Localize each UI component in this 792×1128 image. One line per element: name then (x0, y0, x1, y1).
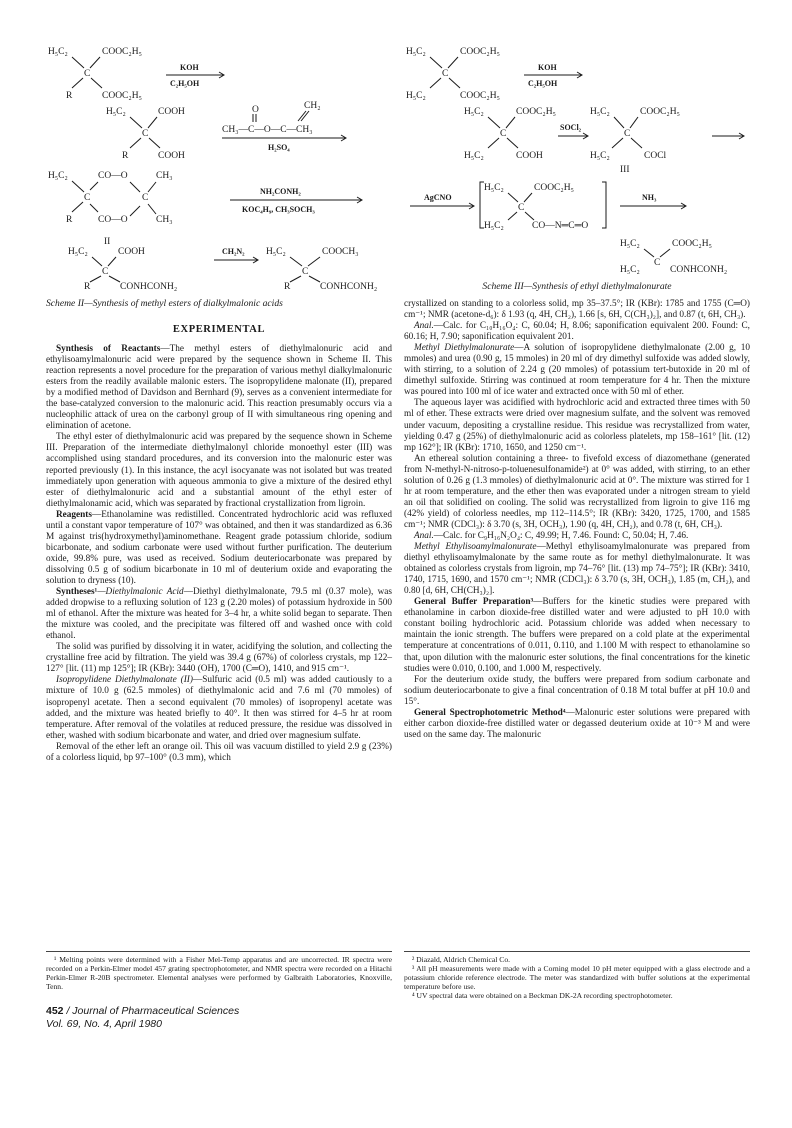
s2-r3-reagent-top: NH₂CONH₂ (260, 187, 301, 196)
s3-r4-ester: COOC₂H₅ (672, 239, 712, 249)
s3-r1-reagent-bottom: C₂H₅OH (528, 79, 558, 88)
paragraph (404, 531, 750, 542)
paragraph (404, 454, 750, 531)
paragraph-text: —A solution of isopropylidene diethylmalonate (2.00 g, 10 mmoles) and urea (0.90 g, 15 mmoles) in 20 ml of dry dimethyl sulfoxide was added slowly, with stirring, to a solution of 2.24 g (20 mmoles) of potassium tert-butoxide in 20 ml of dimethyl sulfoxide. Stirring was continued at room temperature for 4 hr. Then the mixture was poured into 100 ml of ice water and extracted once with 50 ml of ether. (404, 343, 750, 398)
page-folio: 452 / Journal of Pharmaceutical Sciences Vol. 69, No. 4, April 1980 (46, 1005, 240, 1030)
footnote: ³ All pH measurements were made with a Corning model 10 pH meter equipped with a glass electrode and a potassium chloride reference electrode. The meter was standardized with buffer solutions at the experimental temperature before use. (404, 963, 750, 991)
s3-r2-product-carbon: C (624, 129, 631, 139)
paragraph (404, 597, 750, 674)
paragraph (404, 675, 750, 708)
scheme-3-caption: Scheme III—Synthesis of ethyl diethylmalonurate (482, 281, 672, 292)
paragraph-text: —Calc. for C₁₀H₁₆O₄: C, 60.04; H, 8.06; saponification equivalent 200. Found: C, 60.16; H, 7.90; saponification equivalent 201. (404, 321, 750, 343)
s3-r3-reagent2: NH₃ (642, 193, 657, 202)
paragraph (46, 344, 392, 432)
paragraph-text: —Diethyl diethylmalonate, 79.5 ml (0.37 mole), was added dropwise to a refluxing solution of 123 g (2.20 moles) of potassium hydroxide in 500 ml of ethanol. After the mixture was heated for 3–4 hr, a white solid began to separate. Then the mixture was cooled, and the precipitate was filtered off and washed once with cold ethanol. (46, 587, 392, 642)
s3-compound-iii-label: III (620, 165, 630, 175)
s2-r4-ethyl: H₅C₂ (68, 247, 88, 257)
s2-compound-ii-label: II (104, 237, 111, 247)
scheme-2-caption: Scheme II—Synthesis of methyl esters of dialkylmalonic acids (46, 298, 283, 309)
paragraph-text: —Methyl ethylisoamylmalonurate was prepared from diethyl ethylisoamylmalonate by the same route as for methyl diethylmalonurate. It was obtained as colorless crystals from ligroin, mp 74–76° [lit. (13) mp 74–75°]; IR (KBr): 3410, 1740, 1715, 1690, and 1570 cm⁻¹; NMR (CDCl₃): δ 3.70 (s, 3H, OCH₃), 1.85 (m, CH₂), and 0.80 [d, 6H, CH(CH₃)₂]. (404, 542, 750, 597)
s2-r2-ethyl: H₅C₂ (106, 107, 126, 117)
s2-r2-acid-catalyst: H₂SO₄ (268, 143, 290, 152)
s2-r1-carbon: C (84, 69, 91, 79)
s3-r1-ethyl-bottom: H₅C₂ (406, 91, 426, 101)
s3-r2-ethyl-bottom: H₅C₂ (464, 151, 484, 161)
page-number: 452 (46, 1005, 64, 1017)
s3-r1-reagent-top: KOH (538, 63, 557, 72)
s2-r3-r-group: R (66, 215, 73, 225)
paragraph-text: The solid was purified by dissolving it in water, acidifying the solution, and collecting the crystalline free acid by filtration. The yield was 39.4 g (67%) of colorless crystals, mp 122–127° [lit. (11) mp 125°]; IR (KBr): 3440 (OH), 1700 (C═O), 1410, and 915 cm⁻¹. (46, 642, 392, 675)
s3-r4-ethyl-bottom: H₅C₂ (620, 265, 640, 275)
s3-r1-ester-bottom: COOC₂H₅ (460, 91, 500, 101)
scheme-2-drawing (46, 44, 392, 284)
s2-r1-ester-bottom: COOC₂H₅ (102, 91, 142, 101)
paragraph (46, 432, 392, 509)
s2-r3-ring-bottom: CO—O (98, 215, 128, 225)
s3-r1-ethyl-top: H₅C₂ (406, 47, 426, 57)
s3-r3-carbon: C (518, 203, 525, 213)
paragraph-lead: Reagents (56, 509, 92, 520)
paragraph-subhead: Anal. (414, 530, 434, 541)
journal-issue: Vol. 69, No. 4, April 1980 (46, 1018, 162, 1030)
footnote: ⁴ UV spectral data were obtained on a Beckman DK-2A recording spectrophotometer. (412, 990, 673, 1000)
s3-r3-ester: COOC₂H₅ (534, 183, 574, 193)
paragraph-lead: Synthesis of Reactants (56, 344, 161, 354)
s2-r2-acid-top: COOH (158, 107, 185, 117)
s2-r2-acid-bottom: COOH (158, 151, 185, 161)
s2-r4-product-ureide: CONHCONH₂ (320, 282, 378, 292)
s3-r3-reagent: AgCNO (424, 193, 452, 202)
paragraph (46, 510, 392, 587)
s2-r3-carbon: C (84, 193, 91, 203)
s2-r4-product-carbon: C (302, 267, 309, 277)
paragraph-text: The aqueous layer was acidified with hydrochloric acid and extracted three times with 50 ml of ether. These extracts were dried over magnesium sulfate, and the solvent was removed under vacuum, depositing a crystalline residue. This residue was recrystallized from water, yielding 0.47 g (25%) of diethylmalonuric acid as colorless platelets, mp 158–161° [lit. (12) mp 162°]; IR (KBr): 1710, 1650, and 1250 cm⁻¹. (404, 398, 750, 453)
paragraph (46, 587, 392, 642)
paragraph-text: —Ethanolamine was redistilled. Concentrated hydrochloric acid was refluxed until a constant vapor temperature of 107° was obtained, and then it was standardized as 6.36 M against tris(hydroxymethyl)aminomethane. Reagent grade potassium chloride, sodium bicarbonate, and sodium carbonate were used without further purification. The deuterium oxide, 99.8% pure, was used as received. Sodium deuteriocarbonate was prepared by dissolving 0.5 g of sodium bicarbonate in 10 ml of deuterium oxide and evaporating the solution to dryness (10). (46, 509, 392, 586)
paragraph-lead: General Spectrophotometric Method⁴ (414, 707, 566, 718)
s2-r4-acid: COOH (118, 247, 145, 257)
paragraph-text: For the deuterium oxide study, the buffers were prepared from sodium carbonate and sodium deuteriocarbonate to give a final concentration of 0.18 M total buffer at pH 10.0 and 15°. (404, 674, 750, 707)
s2-r3-ethyl: H₅C₂ (48, 171, 68, 181)
s2-r4-ureide: CONHCONH₂ (120, 282, 178, 292)
paragraph-text: —Buffers for the kinetic studies were prepared with ethanolamine in carbon dioxide-free distilled water and were adjusted to pH 10.0 with constant boiling hydrochloric acid. Potassium chloride was added when necessary to maintain the ionic strength. The buffers were prepared on a cold plate at the experimental temperature at concentrations of 0.011, 0.110, and 1.100 M with respect to ethanolamine so that, upon dilution with the malonuric ester solutions, the final concentrations for the kinetic studies were 0.010, 0.100, and 1.000 M, respectively. (404, 597, 750, 674)
scheme-2 (46, 44, 392, 310)
s2-r1-ethyl: H₅C₂ (48, 47, 68, 57)
paragraph (46, 742, 392, 764)
s2-r2-carbon: C (142, 129, 149, 139)
left-body-text (46, 344, 392, 764)
s3-r3-isocyanate: CO—N═C═O (532, 221, 589, 231)
s3-r2-product-acyl-chloride: COCl (644, 151, 667, 161)
paragraph-text: crystallized on standing to a colorless solid, mp 35–37.5°; IR (KBr): 1785 and 1755 (C═O) cm⁻¹; NMR (acetone-d₆): δ 1.93 (q, 4H, CH₂), 1.66 [s, 6H, C(CH₃)₂], and 0.87 (t, 6H, CH₃). (404, 299, 750, 321)
paragraph (404, 343, 750, 398)
s3-r2-carbon: C (500, 129, 507, 139)
paragraph-subhead: —Diethylmalonic Acid (97, 587, 184, 598)
s3-r4-ethyl-top: H₅C₂ (620, 239, 640, 249)
s2-r3-ring-carbon: C (142, 193, 149, 203)
left-footnotes (46, 951, 392, 992)
footnote: ¹ Melting points were determined with a Fisher Mel-Temp apparatus and are uncorrected. IR spectra were recorded on a Perkin-Elmer model 457 grating spectrophotometer, and NMR spectra were recorded on a Hitachi Perkin-Elmer R-20B spectrometer. Elemental analyses were performed by Galbraith Laboratories, Knoxville, Tenn. (46, 955, 392, 991)
s2-r4-product-r-group: R (284, 282, 291, 292)
s3-r2-acid: COOH (516, 151, 543, 161)
left-column (46, 44, 392, 991)
s2-r3-methyl-top: CH₃ (156, 171, 173, 181)
s2-r3-ring-top: CO—O (98, 171, 128, 181)
s2-r1-reagent-bottom: C₂H₅OH (170, 79, 200, 88)
s2-r4-product-ester: COOCH₃ (322, 247, 359, 257)
paragraph-subhead: Anal. (414, 321, 434, 332)
s3-r2-reagent: SOCl₂ (560, 123, 582, 132)
s2-r2-r-group: R (122, 151, 129, 161)
s2-r3-reagent-bottom: KOC₄H₉, CH₃SOCH₃ (242, 205, 315, 214)
paragraph (404, 398, 750, 453)
paragraph (46, 675, 392, 741)
s2-r2-acetate-ch2: CH₂ (304, 101, 321, 111)
paragraph-lead: Syntheses¹ (56, 587, 98, 598)
s3-r4-carbon: C (654, 258, 661, 266)
s2-r4-reagent: CH₂N₂ (222, 247, 245, 256)
paragraph (404, 299, 750, 321)
paragraph (46, 642, 392, 675)
s3-r2-ester: COOC₂H₅ (516, 107, 556, 117)
paragraph-text: —The methyl esters of diethylmalonuric acid and ethylisoamylmalonuric acid were prepared by the sequence shown in Scheme II. This reaction represents a novel procedure for the preparation of various methyl dialkylmalonuric esters from the readily available malonic esters. The isopropylidene malonate (II), prepared by a modified method of Davidson and Bernhard (9), serves as a convenient intermediate for the base-catalyzed conversion to the malonuric acid. This reaction presumably occurs via a nucleophilic attack of urea on the carbonyl group of II with simultaneous ring opening and elimination of acetone. (46, 344, 392, 432)
s2-r1-reagent-top: KOH (180, 63, 199, 72)
s2-r4-r-group: R (84, 282, 91, 292)
paragraph (404, 708, 750, 741)
paragraph-subhead: Methyl Ethylisoamylmalonurate (414, 542, 537, 553)
s3-r2-ethyl-top: H₅C₂ (464, 107, 484, 117)
s3-r3-ethyl-top: H₅C₂ (484, 183, 504, 193)
paragraph-subhead: Methyl Diethylmalonurate (414, 343, 515, 354)
paragraph-text: An ethereal solution containing a three- to fivefold excess of diazomethane (generated from N-methyl-N-nitroso-p-toluenesulfonamide²) at 0° was added, with stirring, to an ether solution of 0.26 g (1.3 mmoles) of diethylmalonuric acid at 0°. The mixture was stirred for 1 hr at room temperature, and the ether then was evaporated under a nitrogen stream to yield an oil that solidified on cooling. The solid was recrystallized from ligroin to give 116 mg (42% yield) of colorless needles, mp 112–114.5°; IR (KBr): 3420, 1725, 1700, and 1585 cm⁻¹; NMR (CDCl₃): δ 3.70 (s, 3H, OCH₃), 1.90 (q, 4H, CH₂), and 0.78 (t, 6H, CH₃). (404, 453, 750, 530)
paragraph (404, 321, 750, 343)
right-body-text (404, 299, 750, 741)
paragraph-text: —Sulfuric acid (0.5 ml) was added cautiously to a mixture of 10.0 g (62.5 mmoles) of diethylmalonic acid and 7.6 ml (70 mmoles) of isopropenyl acetate. Then a second equivalent (70 mmoles) of isopropenyl acetate was added, and the mixture was heated briefly to 40°. It then was stirred for 4–5 hr at room temperature. After removal of the volatiles at reduced pressure, the residue was dissolved in ether, washed with sodium bicarbonate and water, and dried over magnesium sulfate. (46, 675, 392, 741)
section-title-experimental: EXPERIMENTAL (172, 324, 266, 335)
paragraph-text: —Malonuric ester solutions were prepared with either carbon dioxide-free distilled water or degassed deuterium oxide at 10⁻³ M and were used on the same day. The malonuric (404, 707, 750, 740)
s3-r2-product-ethyl-top: H₅C₂ (590, 107, 610, 117)
footnote: ² Diazald, Aldrich Chemical Co. (412, 955, 511, 964)
paragraph-subhead: Isopropylidene Diethylmalonate (II) (56, 675, 193, 686)
paragraph-text: Removal of the ether left an orange oil. This oil was vacuum distilled to yield 2.9 g (23%) of a colorless liquid, bp 97–100° (0.3 mm), which (46, 741, 392, 763)
scheme-3 (404, 44, 750, 293)
paragraph-text: —Calc. for C₉H₁₆N₂O₄: C, 49.99; H, 7.46. Found: C, 50.04; H, 7.46. (433, 530, 689, 541)
right-column (404, 44, 750, 1000)
s3-r1-carbon: C (442, 69, 449, 79)
paragraph (404, 542, 750, 597)
s3-r4-ureide: CONHCONH₂ (670, 265, 728, 275)
s3-r2-product-ethyl-bottom: H₅C₂ (590, 151, 610, 161)
s2-r1-r-group: R (66, 91, 73, 101)
s2-r2-acetate-chain: CH₃—C—O—C—CH₃ (222, 125, 313, 135)
paragraph-text: The ethyl ester of diethylmalonuric acid was prepared by the sequence shown in Scheme III. Preparation of the intermediate diethylmalonyl chloride monoethyl ester (III) was accomplished using standard procedures, and its conversion into the malonuric ester was reported previously (1). In this instance, the acyl isocyanate was not isolated but was treated immediately upon generation with aqueous ammonia to give a mixture of the desired ethyl ester of diethylmalonuric acid and a substantial amount of the ethyl ester of diethylmalonamic acid, which was separated by fractional crystallization from ligroin. (46, 432, 392, 509)
s3-r1-ester-top: COOC₂H₅ (460, 47, 500, 57)
s2-r4-product-ethyl: H₅C₂ (266, 247, 286, 257)
s2-r2-acetate-o: O (252, 105, 259, 115)
s3-r2-product-ester: COOC₂H₅ (640, 107, 680, 117)
paragraph-lead: General Buffer Preparation³ (414, 597, 534, 608)
s2-r1-ester-top: COOC₂H₅ (102, 47, 142, 57)
scheme-3-drawing (404, 44, 750, 266)
s2-r4-carbon: C (102, 267, 109, 277)
s2-r3-methyl-bottom: CH₃ (156, 215, 173, 225)
s3-r3-ethyl-bottom: H₅C₂ (484, 221, 504, 231)
journal-name: Journal of Pharmaceutical Sciences (72, 1005, 240, 1017)
right-footnotes (404, 951, 750, 1001)
